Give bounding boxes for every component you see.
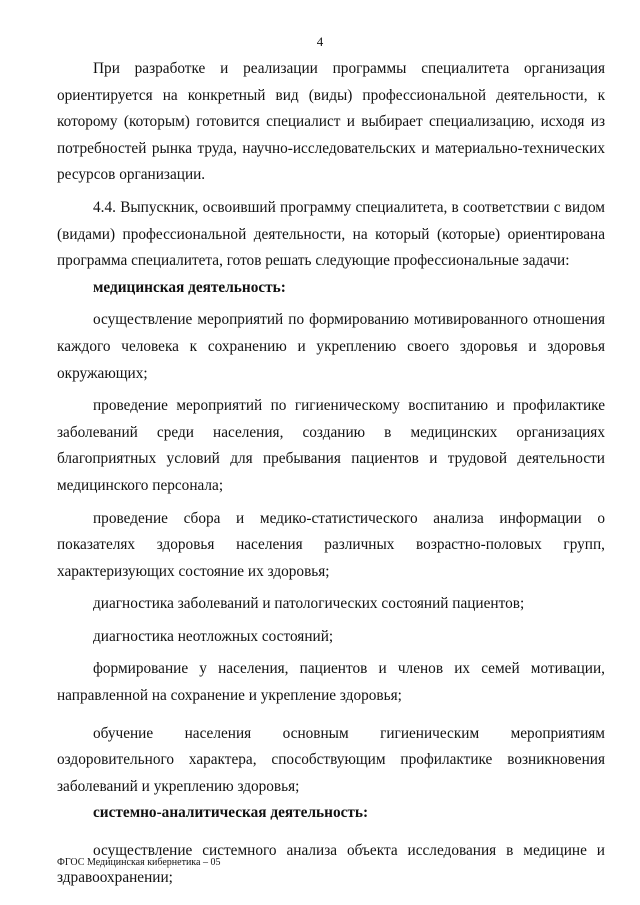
task-item: осуществление мероприятий по формированию мотивированного отношения каждого человека к сохранению и укреплению своего здоровья и здоровья окружающих; [57,311,605,382]
paragraph-intro: При разработке и реализации программы специалитета организация ориентируется на конкретный вид (виды) профессиональной деятельности, к которому (которым) готовится специалист и выбирает специализацию, исходя из потребностей рынка труда, научно-исследовательских и материально-технических ресурсов организации. [57,60,605,184]
paragraph-4-4: 4.4. Выпускник, освоивший программу специалитета, в соответствии с видом (видами) профессиональной деятельности, на который (которые) ориентирована программа специалитета, готов решать следующие профессиональные задачи: [57,198,605,270]
section-heading-system-analytic: системно-аналитическая деятельность: [93,804,369,822]
page-number: 4 [316,34,324,49]
task-item: диагностика заболеваний и патологических состояний пациентов; [93,595,525,613]
page-footer: ФГОС Медицинская кибернетика – 05 [57,857,221,868]
task-item: осуществление системного анализа объекта исследования в медицине и здравоохранении; [57,842,605,886]
task-item: обучение населения основным гигиеническим мероприятиям оздоровительного характера, способствующим профилактике возникновения заболеваний и укреплению здоровья; [57,724,605,795]
document-body [57,56,605,891]
task-item: формирование у населения, пациентов и членов их семей мотивации, направленной на сохранение и укрепление здоровья; [57,660,605,705]
section-heading-medical: медицинская деятельность: [93,278,286,296]
task-item: проведение сбора и медико-статистического анализа информации о показателях здоровья населения различных возрастно-половых групп, характеризующих состояние их здоровья; [57,509,605,580]
task-item: диагностика неотложных состояний; [93,627,334,645]
task-item: проведение мероприятий по гигиеническому воспитанию и профилактике заболеваний среди населения, созданию в медицинских организациях благоприятных условий для пребывания пациентов и трудовой деятельности медицинского персонала; [57,397,605,494]
